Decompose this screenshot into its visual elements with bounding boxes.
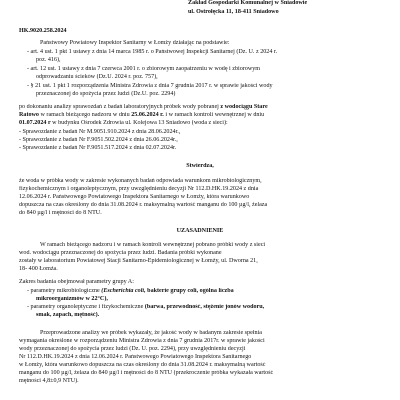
params-organo-label: - parametry organoleptyczne i fizykochemiczne: [27, 304, 145, 310]
report-1: - Sprawozdanie z badań Nr M.9051.910.2024 z dnia 28.06.2024r.,: [19, 129, 181, 135]
finding-line2: fizykochemicznym i organoleptycznym, przy uwzględnieniu decyzji Nr 112.D.HK.19.2024 z dnia: [19, 186, 259, 192]
params-micro-ecoli: (Escherichia coli,: [101, 288, 146, 294]
conclusion-line2: wymagania określone w rozporządzeniu Ministra Zdrowia z dnia 7 grudnia 2017r. w sprawie jakości: [19, 338, 265, 344]
legal-basis-3-line1: - § 21 ust. 1 pkt 1 rozporządzenia Ministra Zdrowia z dnia 7 grudnia 2017 r. w sprawie jakości wody: [27, 83, 273, 89]
params-micro-label: - parametry mikrobiologiczne: [27, 288, 102, 294]
conclusion-line1: Przeprowadzone analizy we próbek wykazały, że jakość wody w badanym zakresie spełnia: [40, 330, 262, 336]
analysis-line1: [19, 104, 391, 111]
waterworks-name: z wodociągu Stare: [220, 104, 268, 110]
uzasadnienie-heading: UZASADNIENIE: [176, 228, 224, 234]
params-micro-line1: [27, 288, 392, 295]
params-micro-list: bakterie grupy coli, ogólna liczba: [145, 288, 234, 294]
legal-basis-1-line2: poz. 416),: [36, 57, 61, 63]
justification-line2: wod. wodociągu przeznaczonej do spożycia przez ludzi. Badania próbki wykonane: [19, 250, 222, 256]
analysis-text: po dokonaniu analizy sprawozdań z badań laboratoryjnych próbek wody pobranej: [19, 104, 221, 110]
conclusion-line3: wody przeznaczonej do spożycia przez ludzi (Dz. U. poz. 2294), przy uwzględnieniu decyzji: [19, 346, 246, 352]
intro-text: Państwowy Powiatowy Inspektor Sanitarny w Łomży działając na podstawie:: [40, 40, 230, 46]
justification-line3: zostały w laboratorium Powiatowej Stacji Sanitarno-Epidemiologicznej w Łomży, ul. Dworna 21,: [19, 258, 258, 264]
legal-basis-3-line2: przeznaczonej do spożycia przez ludzi (Dz.U. poz. 2294): [36, 91, 176, 97]
finding-line5: do 840 µg/l i mętności do 8 NTU.: [19, 210, 102, 216]
conclusion-line6: manganu do 100 µg/l, żelaza do 840 µg/l i mętności do 8 NTU (przekroczenie próbka wykazała wartość: [19, 370, 274, 376]
report-3: - Sprawozdanie z badań Nr F.9051.517.2024 z dnia 02.07.2024r.: [19, 145, 177, 151]
control-date: 01.07.2024 r: [19, 120, 51, 126]
justification-line1: W ramach bieżącego nadzoru i w ramach kontroli wewnętrznej pobrano próbki wody z sieci: [40, 242, 266, 248]
legal-basis-2-line1: - art. 12 ust. 1 ustawy z dnia 7 czerwca 2001 r. o zbiorowym zaopatrzeniu w wodę i zbiorowym: [27, 66, 261, 72]
addressee-name: Zakład Gospodarki Komunalnej w Śniadowie: [188, 0, 308, 6]
analysis-line3: [19, 120, 391, 127]
analysis-line2: [19, 112, 391, 119]
params-organo-line2: smak, zapach, mętność).: [36, 312, 100, 318]
conclusion-line5: w Łomży, która warunkowo dopuszcza na czas określony do dnia 31.08.2024 r. maksymalną wartość: [19, 362, 266, 368]
stwierdza-heading: Stwierdza,: [186, 163, 214, 169]
scope-title: Zakres badania obejmował parametry grupy A:: [19, 279, 134, 285]
sampling-date: 25.06.2024 r.: [131, 112, 164, 118]
params-organo-line1: [27, 304, 392, 311]
analysis-text: w budynku Ośrodek Zdrowia ul. Kolejowa 13 Śniadowo (woda z sieci):: [50, 120, 228, 126]
justification-line4: 18- 400 Łomża.: [19, 266, 58, 272]
waterworks-name-cont: Ratowo: [19, 112, 39, 118]
analysis-text: i w ramach kontroli wewnętrznej w dniu: [163, 112, 265, 118]
report-2: - Sprawozdanie z badań Nr F.9051.502.2024 z dnia 26.06.2024r.,: [19, 137, 178, 143]
reference-number: HK.9020.258.2024: [19, 28, 67, 34]
legal-basis-2-line2: odprowadzaniu ścieków (Dz.U. 2024 r. poz. 757),: [36, 74, 158, 80]
params-micro-line2: mikroorganizmów w 22°C),: [36, 296, 108, 302]
legal-basis-1-line1: - art. 4 ust. 1 pkt 1 ustawy z dnia 14 marca 1985 r. o Państwowej Inspekcji Sanitarnej (Dz. U. z 2024 r.: [27, 49, 278, 55]
finding-line4: dopuszcza na czas określony do dnia 31.08.2024 r. maksymalną wartość manganu do 100 µg/l, żelaza: [19, 202, 268, 208]
params-organo-list: (barwa, przewodność, stężenie jonów wodoru,: [144, 304, 265, 310]
addressee-address: ul. Ostrołęcka 11, 18-411 Śniadowo: [188, 9, 279, 15]
analysis-text: w ramach bieżącego nadzoru w dniu: [38, 112, 132, 118]
conclusion-line7: mętności 4,8±0,9 NTU).: [19, 378, 79, 384]
conclusion-line4: Nr 112.D.HK.19.2024 z dnia 12.06.2024 r. Państwowego Powiatowego Inspektora Sanitarnego: [19, 354, 252, 360]
finding-line1: że woda w próbka wody w zakresie wykonanych badań odpowiada warunkom mikrobiologicznym,: [19, 178, 262, 184]
finding-line3: 12.06.2024 r. Państwowego Powiatowego Inspektora Sanitarnego w Łomży, która warunkowo: [19, 194, 250, 200]
